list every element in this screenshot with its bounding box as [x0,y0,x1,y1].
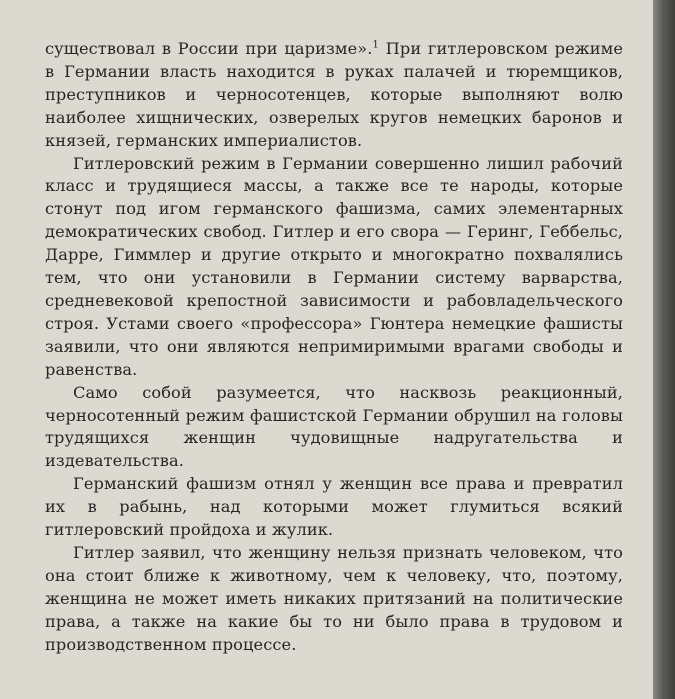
page-text [45,38,623,656]
paragraph-1 [45,38,623,153]
paragraph-4: Германский фашизм отнял у женщин все права и превратил их в рабынь, над которыми может глумиться всякий гитлеровский пройдоха и жулик. [45,474,623,540]
book-spine-shadow [653,0,675,699]
paragraph-2: Гитлеровский режим в Германии совершенно лишил рабочий класс и трудящиеся массы, а также все те народы, которые стонут под игом германского фашизма, самих элементарных демократических свобод. Гитлер и его свора — Геринг, Геббельс, Дарре, Гиммлер и другие открыто и многократно похвалялись тем, что они установили в Германии систему варварства, средневековой крепостной зависимости и рабовладельческого строя. Устами своего «профессора» Гюнтера немецкие фашисты заявили, что они являются непримиримыми врагами свободы и равенства. [45,153,623,379]
paragraph-5: Гитлер заявил, что женщину нельзя признать человеком, что она стоит ближе к животному, чем к человеку, что, поэтому, женщина не может иметь никаких притязаний на политические права, а также на какие бы то ни было права в трудовом и производственном процессе. [45,542,623,654]
paragraph-3: Само собой разумеется, что насквозь реакционный, черносотенный режим фашистской Германии обрушил на головы трудящихся женщин чудовищные надругательства и издевательства. [45,382,623,471]
footnote-mark: 1 [372,39,379,51]
paragraph-1-text-end: При гитлеровском режиме в Германии власть находится в руках палачей и тюремщиков, преступников и черносотенцев, которые выполняют волю наиболее хищнических, озверелых кругов немецких баронов и князей, германских империалистов. [45,39,623,150]
paragraph-1-text-start: существовал в России при царизме». [45,39,373,58]
